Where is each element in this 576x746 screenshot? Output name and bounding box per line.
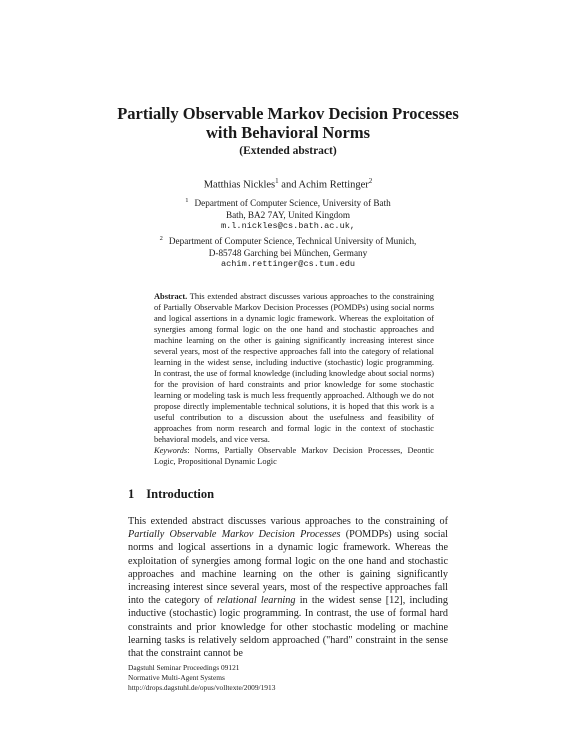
affiliation-2-line-1 — [60, 233, 516, 248]
affiliation-2-email: achim.rettinger@cs.tum.edu — [220, 259, 356, 270]
intro-text-2: (POMDPs) using social norms and logical assertions in a dynamic logic framework. Whereas the exploitation of synergies among formal logic on the one hand and stochastic approaches and machine learning on the other is gaining significantly increasing interest since several years, most of the respective approaches fall into the category of — [128, 529, 448, 607]
intro-text-3: in the widest sense [12], including inductive (stochastic) logic programming. In contrast, the use of formal hard constraints and prior knowledge for other stochastic modeling or machine learning tasks is relatively seldom approached ("hard" constraint in the sense that the constraint cannot be — [128, 595, 448, 660]
intro-emphasis-pomdp: Partially Observable Markov Decision Processes — [128, 529, 341, 541]
keywords-label: Keywords — [154, 446, 188, 455]
author-1-name: Matthias Nickles — [203, 179, 276, 191]
author-2-mark: 2 — [368, 177, 373, 185]
keywords-paragraph — [154, 445, 434, 467]
affiliation-1-dept: Department of Computer Science, University of Bath — [194, 198, 391, 209]
intro-emphasis-relational: relational learning — [216, 595, 296, 607]
footer-line-2: Normative Multi-Agent Systems — [128, 673, 225, 682]
author-1-mark: 1 — [275, 177, 279, 185]
title-line-2: with Behavioral Norms — [205, 123, 371, 142]
section-number: 1 — [128, 487, 135, 501]
affiliation-2-address: D-85748 Garching bei München, Germany — [208, 247, 368, 258]
author-2-name: Achim Rettinger — [298, 179, 369, 191]
abstract-paragraph — [154, 291, 434, 445]
title-line-1: Partially Observable Markov Decision Processes — [117, 104, 459, 123]
abstract-text: This extended abstract discusses various approaches to the constraining of Partially Observable Markov Decision Processes (POMDPs) using social norms and logical assertions in a dynamic logic framework. Whereas the exploitation of synergies among formal logic on the one hand and stochastic approaches and machine learning on the other is gaining significantly increasing interest since several years, most of the respective approaches fall into the category of relational learning in the widest sense, including inductive (stochastic) logic programming. In contrast, the use of formal knowledge (including knowledge about social norms) for the provision of hard constraints and prior knowledge for some stochastic learning or modeling task is much less frequently approached. Although we do not propose directly implementable technical solutions, it is hoped that this work is a useful contribution to a discussion about the usefulness and feasibility of approaches from norm research and formal logic in the context of stochastic behavioral models, and vice versa. — [154, 292, 434, 444]
affiliations — [60, 195, 516, 271]
introduction-paragraph — [128, 515, 448, 660]
intro-text-1: This extended abstract discusses various approaches to the constraining of — [128, 516, 448, 527]
paper-subtitle: (Extended abstract) — [239, 145, 337, 157]
keywords-text: : Norms, Partially Observable Markov Decision Processes, Deontic Logic, Propositional Dynamic Logic — [154, 446, 434, 466]
affiliation-2-mark: 2 — [159, 234, 163, 242]
abstract-label: Abstract. — [154, 292, 188, 301]
author-conjunction: and — [278, 179, 299, 191]
affiliation-1-email: m.l.nickles@cs.bath.ac.uk, — [220, 221, 356, 232]
author-line — [60, 175, 516, 192]
affiliation-1-mark: 1 — [185, 197, 189, 204]
paper-title — [60, 104, 516, 142]
abstract-block — [154, 291, 434, 467]
footer-line-1: Dagstuhl Seminar Proceedings 09121 — [128, 663, 240, 672]
page-footer — [128, 663, 275, 693]
section-heading — [128, 487, 214, 502]
affiliation-2-dept: Department of Computer Science, Technical University of Munich, — [168, 235, 417, 246]
section-title: Introduction — [146, 487, 215, 501]
introduction-body — [128, 515, 448, 660]
footer-url: http://drops.dagstuhl.de/opus/volltexte/2009/1913 — [128, 683, 276, 692]
affiliation-1-line-1 — [60, 195, 516, 210]
affiliation-1-address: Bath, BA2 7AY, United Kingdom — [225, 209, 351, 220]
